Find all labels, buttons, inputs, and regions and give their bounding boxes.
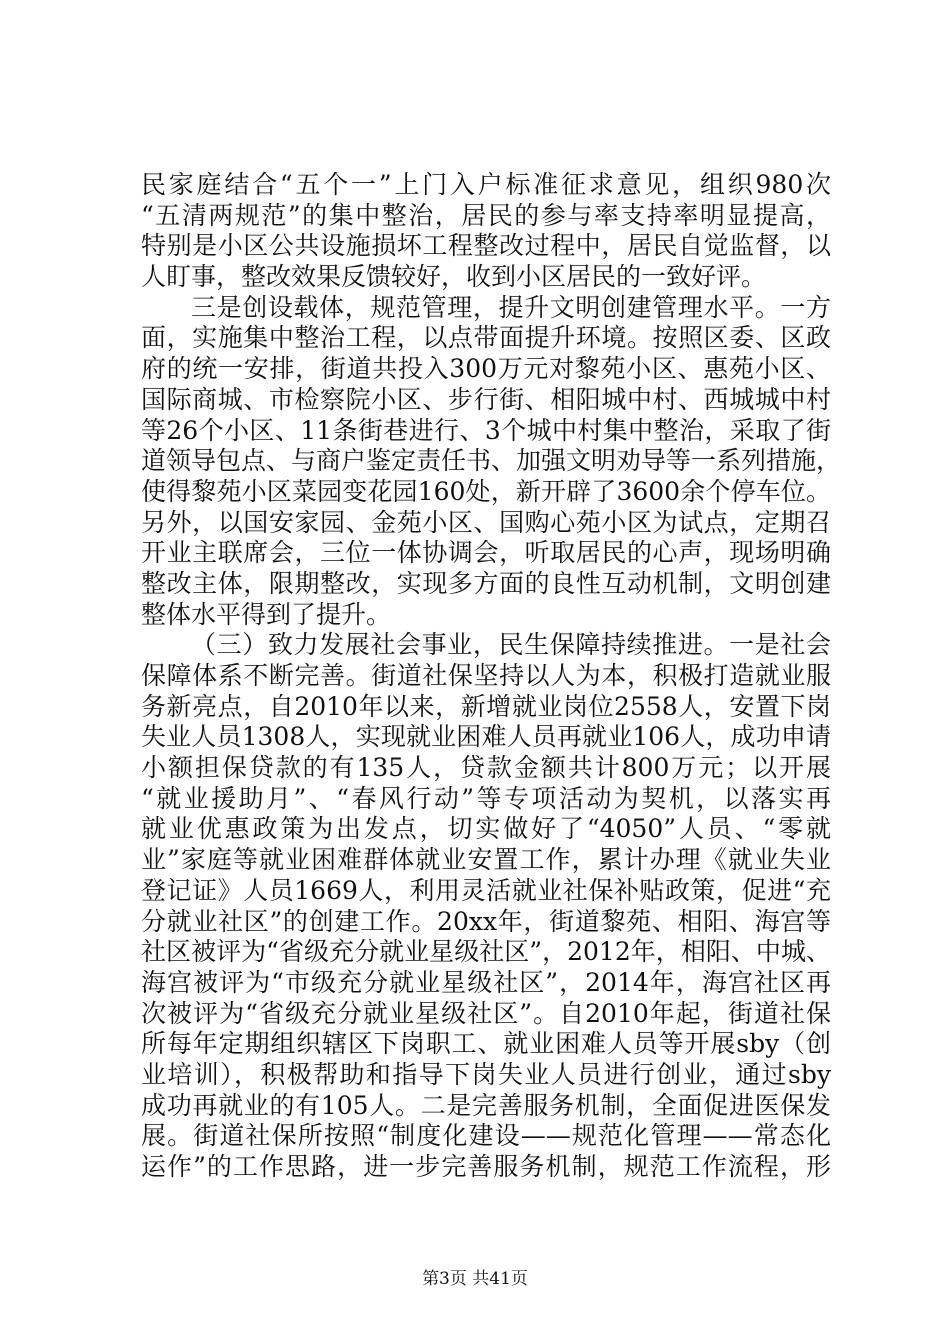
page-number-footer: 第3页 共41页 [422,1269,528,1289]
text-line: 登记证》人员1669人，利用灵活就业社保补贴政策，促进“充 [141,875,831,905]
text-line: 务新亮点，自2010年以来，新增就业岗位2558人，安置下岗 [141,691,831,721]
text-line: 使得黎苑小区菜园变花园160处，新开辟了3600余个停车位。 [141,476,831,506]
text-line: 小额担保贷款的有135人，贷款金额共计800万元；以开展 [141,753,831,783]
body-text [141,170,842,1183]
paragraph-first-line: （三）致力发展社会事业，民生保障持续推进。一是社会 [191,630,831,660]
text-line: 成功再就业的有105人。二是完善服务机制，全面促进医保发 [141,1090,831,1120]
text-line: “五清两规范”的集中整治，居民的参与率支持率明显提高， [141,200,831,230]
text-line: “就业援助月”、“春风行动”等专项活动为契机，以落实再 [141,783,831,813]
text-line: 业”家庭等就业困难群体就业安置工作，累计办理《就业失业 [141,845,831,875]
text-line: 所每年定期组织辖区下岗职工、就业困难人员等开展sby（创 [141,1029,831,1059]
text-line: 国际商城、市检察院小区、步行街、相阳城中村、西城城中村 [141,384,831,414]
text-line: 就业优惠政策为出发点，切实做好了“4050”人员、“零就 [141,814,831,844]
text-line: 运作”的工作思路，进一步完善服务机制，规范工作流程，形 [141,1152,831,1181]
text-line: 展。街道社保所按照“制度化建设——规范化管理——常态化 [141,1121,831,1151]
text-line: 次被评为“省级充分就业星级社区”。自2010年起，街道社保 [141,998,831,1028]
text-line: 人盯事，整改效果反馈较好，收到小区居民的一致好评。 [141,262,767,292]
text-line: 道领导包点、与商户鉴定责任书、加强文明劝导等一系列措施， [141,446,842,476]
text-line: 等26个小区、11条街巷进行、3个城中村集中整治，采取了街 [141,415,831,445]
text-line: 海宫被评为“市级充分就业星级社区”，2014年，海宫社区再 [141,967,831,997]
text-line: 业培训），积极帮助和指导下岗失业人员进行创业，通过sby [141,1059,831,1089]
text-line: 整体水平得到了提升。 [141,599,392,629]
text-line: 府的统一安排，街道共投入300万元对黎苑小区、惠苑小区、 [141,354,831,384]
text-line: 整改主体，限期整改，实现多方面的良性互动机制，文明创建 [141,568,831,598]
text-line: 分就业社区”的创建工作。20xx年，街道黎苑、相阳、海宫等 [141,906,831,936]
text-line: 特别是小区公共设施损坏工程整改过程中，居民自觉监督，以 [141,231,831,261]
text-line: 开业主联席会，三位一体协调会，听取居民的心声，现场明确 [141,538,831,568]
text-line: 失业人员1308人，实现就业困难人员再就业106人，成功申请 [141,722,831,752]
text-line: 社区被评为“省级充分就业星级社区”，2012年，相阳、中城、 [141,937,831,967]
text-line: 民家庭结合“五个一”上门入户标准征求意见，组织980次 [141,170,831,199]
paragraph-first-line: 三是创设载体，规范管理，提升文明创建管理水平。一方 [191,292,831,322]
text-line: 保障体系不断完善。街道社保坚持以人为本，积极打造就业服 [141,661,831,690]
text-line: 另外，以国安家园、金苑小区、国购心苑小区为试点，定期召 [141,507,831,537]
text-line: 面，实施集中整治工程，以点带面提升环境。按照区委、区政 [141,323,831,353]
